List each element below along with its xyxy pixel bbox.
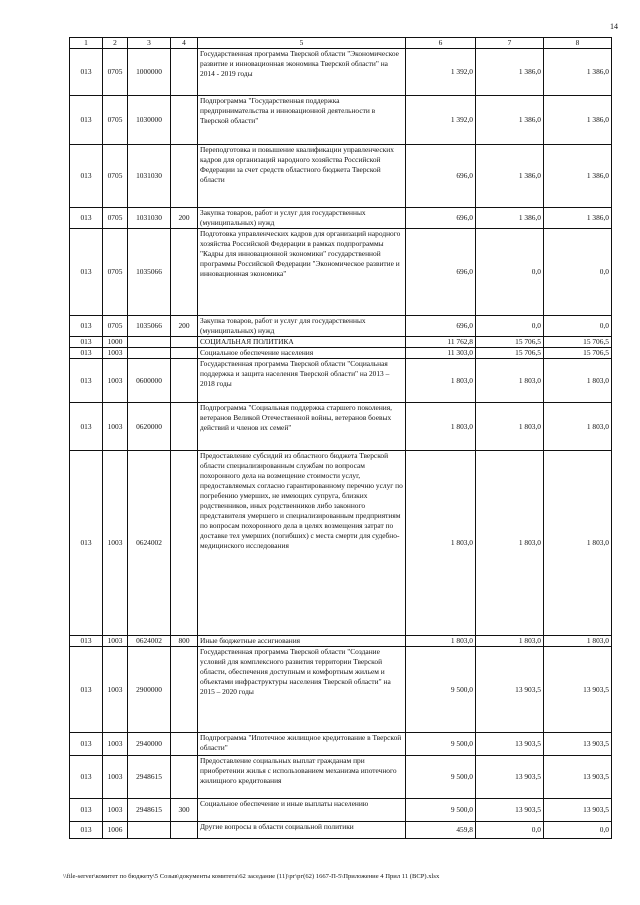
table-row xyxy=(70,49,612,96)
header-cell: 5 xyxy=(198,38,406,49)
section-code-cell: 0705 xyxy=(103,208,128,229)
amount-cell: 13 903,5 xyxy=(476,799,544,822)
file-path-footer: \\file-server\комитет по бюджету\5 Созыв\документы комитета\62 заседание (11)\рг\рг(62) 1667-П-5\Приложение 4 Прил 11 (ВСР).xlsx xyxy=(63,873,440,880)
description-cell: Социальное обеспечение и иные выплаты населению xyxy=(198,799,406,822)
table-row xyxy=(70,451,612,636)
amount-cell: 1 803,0 xyxy=(544,636,612,647)
amount-cell: 696,0 xyxy=(406,316,476,337)
amount-cell: 15 706,5 xyxy=(544,337,612,348)
amount-cell: 696,0 xyxy=(406,145,476,208)
amount-cell: 15 706,5 xyxy=(544,348,612,359)
table-row xyxy=(70,145,612,208)
section-code-cell: 1000 xyxy=(103,337,128,348)
ministry-code-cell: 013 xyxy=(70,822,103,839)
amount-cell: 13 903,5 xyxy=(476,647,544,733)
header-cell: 1 xyxy=(70,38,103,49)
expense-type-cell xyxy=(171,96,198,145)
table-row xyxy=(70,756,612,799)
amount-cell: 459,8 xyxy=(406,822,476,839)
target-article-cell: 1035066 xyxy=(128,316,171,337)
amount-cell: 11 762,8 xyxy=(406,337,476,348)
amount-cell: 1 386,0 xyxy=(476,96,544,145)
description-cell: Подпрограмма "Государственная поддержка предпринимательства и инновационной деятельности в Тверской области" xyxy=(198,96,406,145)
section-code-cell: 1003 xyxy=(103,348,128,359)
description-cell: Подпрограмма "Ипотечное жилищное кредитование в Тверской области" xyxy=(198,733,406,756)
table-row xyxy=(70,647,612,733)
amount-cell: 1 803,0 xyxy=(476,359,544,403)
amount-cell: 1 803,0 xyxy=(406,636,476,647)
description-cell: Предоставление субсидий из областного бюджета Тверской области специализированным службам по вопросам похоронного дела на возмещение стоимости услуг, предоставляемых согласно гарантированному перечню услуг по погребению умерших, не имеющих супруга, близких родственников, иных родственников либо законного представителя умершего и специализированным предприятиям по вопросам похоронного дела в целях возмещения затрат по доставке тел умерших (погибших) с места смерти для судебно-медицинского исследования xyxy=(198,451,406,636)
amount-cell: 0,0 xyxy=(544,822,612,839)
amount-cell: 13 903,5 xyxy=(544,647,612,733)
amount-cell: 1 386,0 xyxy=(544,49,612,96)
amount-cell: 696,0 xyxy=(406,229,476,316)
amount-cell: 0,0 xyxy=(544,316,612,337)
expense-type-cell xyxy=(171,822,198,839)
ministry-code-cell: 013 xyxy=(70,733,103,756)
ministry-code-cell: 013 xyxy=(70,636,103,647)
amount-cell: 1 392,0 xyxy=(406,96,476,145)
table-row xyxy=(70,208,612,229)
header-cell: 7 xyxy=(476,38,544,49)
amount-cell: 1 803,0 xyxy=(544,451,612,636)
description-cell: СОЦИАЛЬНАЯ ПОЛИТИКА xyxy=(198,337,406,348)
ministry-code-cell: 013 xyxy=(70,756,103,799)
expense-type-cell: 300 xyxy=(171,799,198,822)
amount-cell: 1 803,0 xyxy=(406,359,476,403)
ministry-code-cell: 013 xyxy=(70,403,103,451)
description-cell: Закупка товаров, работ и услуг для государственных (муниципальных) нужд xyxy=(198,316,406,337)
expense-type-cell xyxy=(171,348,198,359)
table-row xyxy=(70,799,612,822)
amount-cell: 1 386,0 xyxy=(476,49,544,96)
target-article-cell: 2948615 xyxy=(128,799,171,822)
amount-cell: 9 500,0 xyxy=(406,756,476,799)
expense-type-cell xyxy=(171,145,198,208)
amount-cell: 0,0 xyxy=(476,316,544,337)
target-article-cell xyxy=(128,822,171,839)
page-number: 14 xyxy=(610,22,618,31)
header-cell: 3 xyxy=(128,38,171,49)
ministry-code-cell: 013 xyxy=(70,49,103,96)
section-code-cell: 1003 xyxy=(103,451,128,636)
description-cell: Переподготовка и повышение квалификации управленческих кадров для организаций народного хозяйства Российской Федерации за счет средств областного бюджета Тверской области xyxy=(198,145,406,208)
ministry-code-cell: 013 xyxy=(70,229,103,316)
section-code-cell: 1003 xyxy=(103,756,128,799)
amount-cell: 1 803,0 xyxy=(406,451,476,636)
expense-type-cell xyxy=(171,337,198,348)
description-cell: Социальное обеспечение населения xyxy=(198,348,406,359)
target-article-cell: 1030000 xyxy=(128,96,171,145)
expense-type-cell xyxy=(171,403,198,451)
target-article-cell: 0600000 xyxy=(128,359,171,403)
expense-type-cell xyxy=(171,229,198,316)
ministry-code-cell: 013 xyxy=(70,451,103,636)
target-article-cell: 1031030 xyxy=(128,145,171,208)
description-cell: Государственная программа Тверской области "Социальная поддержка и защита населения Тверской области" на 2013 – 2018 годы xyxy=(198,359,406,403)
target-article-cell: 2900000 xyxy=(128,647,171,733)
amount-cell: 1 386,0 xyxy=(476,208,544,229)
amount-cell: 1 386,0 xyxy=(476,145,544,208)
target-article-cell: 1031030 xyxy=(128,208,171,229)
header-cell: 2 xyxy=(103,38,128,49)
target-article-cell: 0620000 xyxy=(128,403,171,451)
target-article-cell: 0624002 xyxy=(128,451,171,636)
ministry-code-cell: 013 xyxy=(70,359,103,403)
header-cell: 6 xyxy=(406,38,476,49)
amount-cell: 1 386,0 xyxy=(544,145,612,208)
section-code-cell: 0705 xyxy=(103,145,128,208)
table-row xyxy=(70,733,612,756)
expense-type-cell xyxy=(171,451,198,636)
header-row xyxy=(70,38,612,49)
table-row xyxy=(70,348,612,359)
amount-cell: 13 903,5 xyxy=(476,756,544,799)
description-cell: Закупка товаров, работ и услуг для государственных (муниципальных) нужд xyxy=(198,208,406,229)
amount-cell: 9 500,0 xyxy=(406,733,476,756)
expense-type-cell: 200 xyxy=(171,208,198,229)
amount-cell: 1 803,0 xyxy=(544,359,612,403)
amount-cell: 13 903,5 xyxy=(476,733,544,756)
amount-cell: 696,0 xyxy=(406,208,476,229)
amount-cell: 1 803,0 xyxy=(476,636,544,647)
amount-cell: 0,0 xyxy=(476,229,544,316)
section-code-cell: 1006 xyxy=(103,822,128,839)
table-row xyxy=(70,403,612,451)
section-code-cell: 0705 xyxy=(103,229,128,316)
amount-cell: 9 500,0 xyxy=(406,799,476,822)
table-row xyxy=(70,636,612,647)
section-code-cell: 1003 xyxy=(103,636,128,647)
expense-type-cell xyxy=(171,756,198,799)
target-article-cell xyxy=(128,337,171,348)
section-code-cell: 0705 xyxy=(103,96,128,145)
amount-cell: 1 386,0 xyxy=(544,208,612,229)
table-row xyxy=(70,316,612,337)
header-cell: 8 xyxy=(544,38,612,49)
expense-type-cell: 800 xyxy=(171,636,198,647)
description-cell: Подпрограмма "Социальная поддержка старшего поколения, ветеранов Великой Отечественной войны, ветеранов боевых действий и членов их семей" xyxy=(198,403,406,451)
description-cell: Государственная программа Тверской области "Экономическое развитие и инновационная экономика Тверской области" на 2014 - 2019 годы xyxy=(198,49,406,96)
amount-cell: 1 803,0 xyxy=(544,403,612,451)
description-cell: Подготовка управленческих кадров для организаций народного хозяйства Российской Федерации в рамках подпрограммы "Кадры для инновационной экономики" государственной программы Российской Федерации "Экономическое развитие и инновационная экономика" xyxy=(198,229,406,316)
target-article-cell: 1035066 xyxy=(128,229,171,316)
ministry-code-cell: 013 xyxy=(70,337,103,348)
target-article-cell: 2948615 xyxy=(128,756,171,799)
amount-cell: 15 706,5 xyxy=(476,337,544,348)
expense-type-cell xyxy=(171,733,198,756)
header-cell: 4 xyxy=(171,38,198,49)
ministry-code-cell: 013 xyxy=(70,647,103,733)
amount-cell: 0,0 xyxy=(476,822,544,839)
section-code-cell: 0705 xyxy=(103,49,128,96)
description-cell: Другие вопросы в области социальной политики xyxy=(198,822,406,839)
amount-cell: 15 706,5 xyxy=(476,348,544,359)
table-row xyxy=(70,822,612,839)
ministry-code-cell: 013 xyxy=(70,145,103,208)
amount-cell: 9 500,0 xyxy=(406,647,476,733)
amount-cell: 0,0 xyxy=(544,229,612,316)
amount-cell: 13 903,5 xyxy=(544,756,612,799)
section-code-cell: 1003 xyxy=(103,647,128,733)
ministry-code-cell: 013 xyxy=(70,208,103,229)
amount-cell: 1 392,0 xyxy=(406,49,476,96)
table-row xyxy=(70,229,612,316)
table-row xyxy=(70,359,612,403)
ministry-code-cell: 013 xyxy=(70,316,103,337)
section-code-cell: 1003 xyxy=(103,799,128,822)
amount-cell: 13 903,5 xyxy=(544,799,612,822)
target-article-cell: 1000000 xyxy=(128,49,171,96)
amount-cell: 1 803,0 xyxy=(476,451,544,636)
amount-cell: 1 386,0 xyxy=(544,96,612,145)
expense-type-cell xyxy=(171,359,198,403)
ministry-code-cell: 013 xyxy=(70,799,103,822)
ministry-code-cell: 013 xyxy=(70,348,103,359)
amount-cell: 13 903,5 xyxy=(544,733,612,756)
amount-cell: 1 803,0 xyxy=(476,403,544,451)
amount-cell: 11 303,0 xyxy=(406,348,476,359)
description-cell: Предоставление социальных выплат гражданам при приобретении жилья с использованием механизма ипотечного жилищного кредитования xyxy=(198,756,406,799)
table-row xyxy=(70,96,612,145)
description-cell: Государственная программа Тверской области "Создание условий для комплексного развития территории Тверской области, обеспечения доступным и комфортным жильем и объектами инфраструктуры населения Тверской области" на 2015 – 2020 годы xyxy=(198,647,406,733)
amount-cell: 1 803,0 xyxy=(406,403,476,451)
description-cell: Иные бюджетные ассигнования xyxy=(198,636,406,647)
table-row xyxy=(70,337,612,348)
ministry-code-cell: 013 xyxy=(70,96,103,145)
expense-type-cell xyxy=(171,49,198,96)
section-code-cell: 1003 xyxy=(103,403,128,451)
expense-type-cell: 200 xyxy=(171,316,198,337)
section-code-cell: 0705 xyxy=(103,316,128,337)
expense-type-cell xyxy=(171,647,198,733)
section-code-cell: 1003 xyxy=(103,359,128,403)
target-article-cell: 2940000 xyxy=(128,733,171,756)
target-article-cell: 0624002 xyxy=(128,636,171,647)
target-article-cell xyxy=(128,348,171,359)
section-code-cell: 1003 xyxy=(103,733,128,756)
budget-table xyxy=(69,37,612,839)
